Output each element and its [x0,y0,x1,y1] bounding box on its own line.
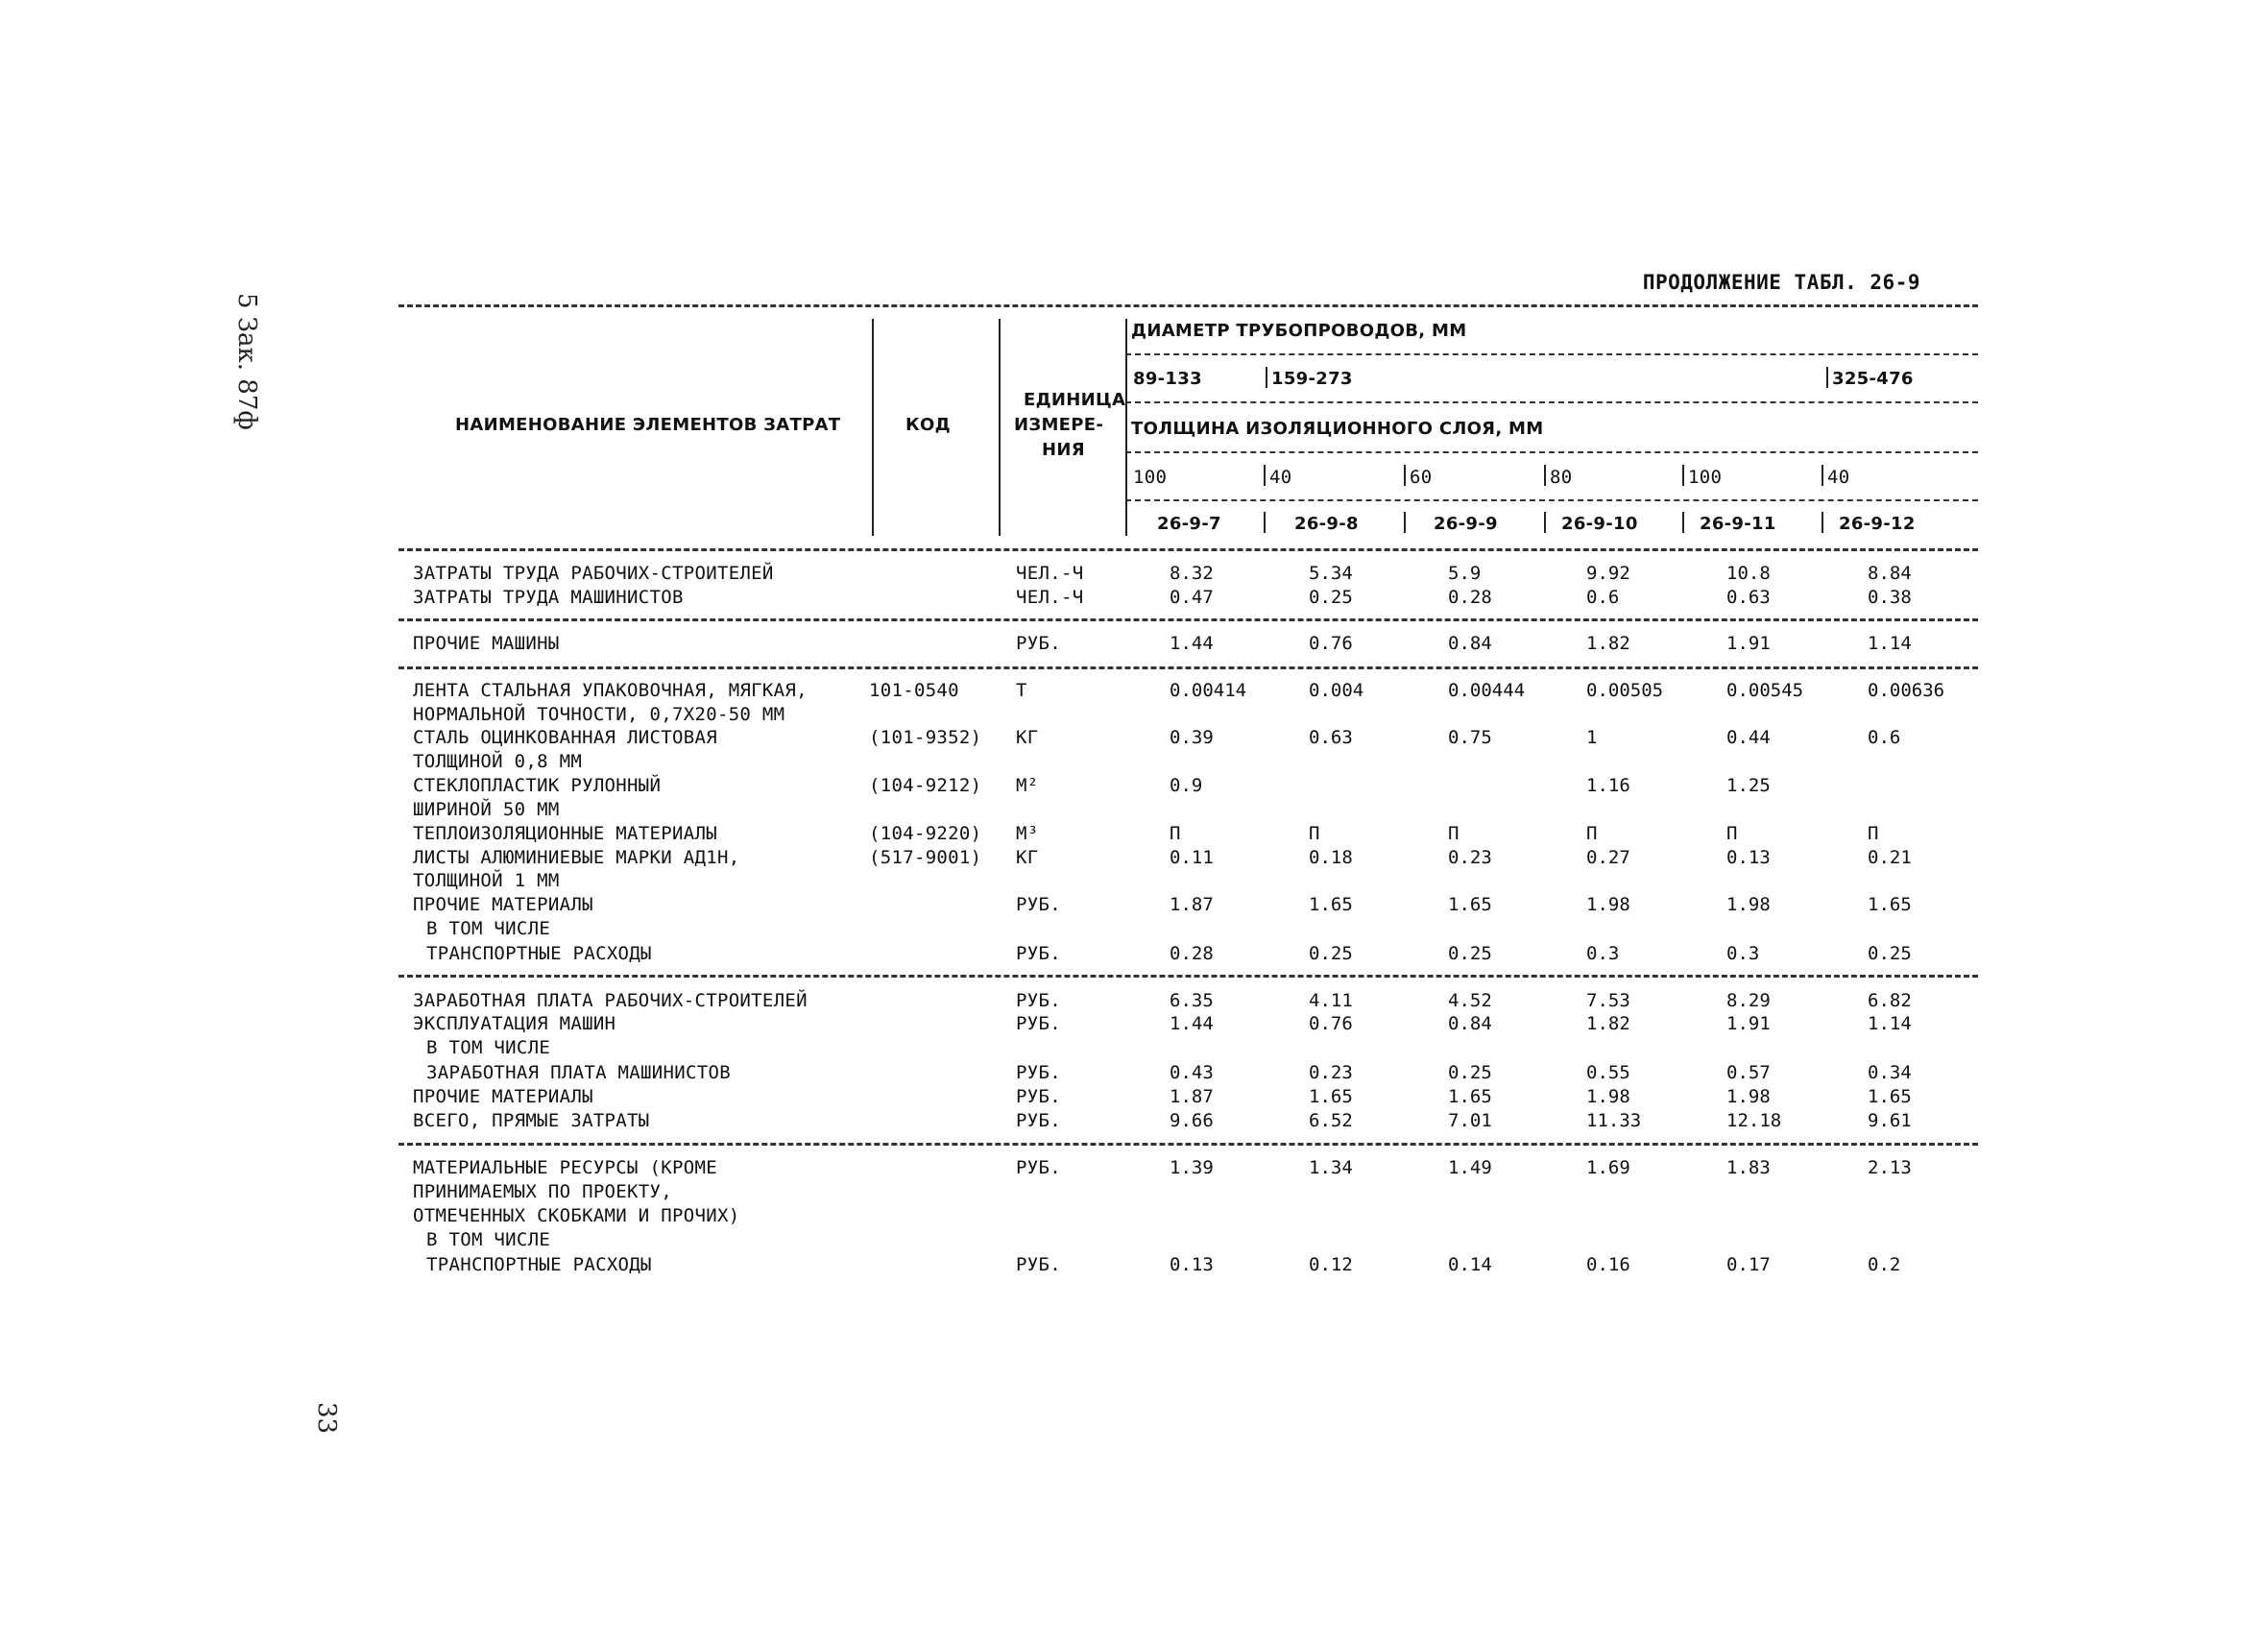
row-value: 1.69 [1586,1157,1630,1178]
code-6: 26-9-12 [1839,514,1916,534]
row-value: 0.55 [1586,1062,1630,1083]
row-name: НОРМАЛЬНОЙ ТОЧНОСТИ, 0,7Х20-50 ММ [413,704,785,725]
page-number: 33 [312,1402,341,1435]
row-name: ВСЕГО, ПРЯМЫЕ ЗАТРАТЫ [413,1110,650,1131]
thickness-4: 80 [1550,467,1573,488]
row-unit: ЧЕЛ.-Ч [1016,587,1084,608]
row-value: 1.82 [1586,1013,1630,1034]
vline-diam-1 [1266,367,1267,388]
row-value: 1.87 [1170,894,1214,915]
rule-thick-under [1125,499,1978,501]
vline-th-5 [1682,465,1684,486]
row-value: 6.82 [1868,990,1912,1011]
row-value: П [1448,823,1460,844]
row-value: 1.14 [1868,1013,1912,1034]
header-name: НАИМЕНОВАНИЕ ЭЛЕМЕНТОВ ЗАТРАТ [455,415,841,435]
vline-th-6 [1822,465,1823,486]
rule-top [398,304,1978,307]
row-value: 8.32 [1170,563,1214,584]
row-value: 0.57 [1726,1062,1771,1083]
vline-th-2 [1264,465,1266,486]
vline-code-unit [999,319,1001,536]
row-value: 1.98 [1726,1086,1771,1107]
row-value: 10.8 [1726,563,1771,584]
row-value: 0.76 [1309,633,1353,654]
row-unit: РУБ. [1016,1086,1061,1107]
row-value: 0.76 [1309,1013,1353,1034]
row-name: ЗАТРАТЫ ТРУДА РАБОЧИХ-СТРОИТЕЛЕЙ [413,563,774,584]
row-value: 1.87 [1170,1086,1214,1107]
row-name: ЗАРАБОТНАЯ ПЛАТА РАБОЧИХ-СТРОИТЕЛЕЙ [413,990,808,1011]
vline-diam-2 [1826,367,1828,388]
rule-after-labor [398,618,1978,621]
row-value: П [1309,823,1320,844]
row-name: ТОЛЩИНОЙ 0,8 ММ [413,751,583,772]
row-name: ЛИСТЫ АЛЮМИНИЕВЫЕ МАРКИ АД1Н, [413,847,740,868]
thickness-2: 40 [1269,467,1292,488]
row-value: 9.92 [1586,563,1630,584]
row-value: 1.98 [1586,1086,1630,1107]
thickness-6: 40 [1827,467,1850,488]
row-value: 0.17 [1726,1254,1771,1275]
row-name: ТРАНСПОРТНЫЕ РАСХОДЫ [426,943,652,964]
row-name: ЗАТРАТЫ ТРУДА МАШИНИСТОВ [413,587,684,608]
row-value: 0.63 [1309,727,1353,748]
row-value: 0.23 [1309,1062,1353,1083]
row-value: 0.84 [1448,1013,1492,1034]
header-unit-3: НИЯ [1042,440,1085,460]
row-value: 0.47 [1170,587,1214,608]
row-value: 0.00444 [1448,680,1526,701]
code-3: 26-9-9 [1434,514,1498,534]
row-value: 0.43 [1170,1062,1214,1083]
row-value: 2.13 [1868,1157,1912,1178]
row-value: 0.6 [1586,587,1620,608]
rule-header-bottom [398,548,1978,551]
row-code: (104-9212) [869,775,982,796]
row-name: В ТОМ ЧИСЛЕ [426,1229,551,1250]
row-value: 0.00505 [1586,680,1664,701]
row-value: 1.34 [1309,1157,1353,1178]
header-code: КОД [905,415,951,435]
row-value: 0.21 [1868,847,1912,868]
row-value: 0.63 [1726,587,1771,608]
row-value: 1.39 [1170,1157,1214,1178]
row-name: ШИРИНОЙ 50 ММ [413,799,560,820]
row-value: 0.3 [1726,943,1760,964]
row-unit: КГ [1016,727,1039,748]
row-value: 5.34 [1309,563,1353,584]
row-value: 1 [1586,727,1598,748]
row-name: ТЕПЛОИЗОЛЯЦИОННЫЕ МАТЕРИАЛЫ [413,823,717,844]
row-value: 0.25 [1309,587,1353,608]
row-value: 0.28 [1170,943,1214,964]
row-name: ЛЕНТА СТАЛЬНАЯ УПАКОВОЧНАЯ, МЯГКАЯ, [413,680,808,701]
row-value: 1.91 [1726,633,1771,654]
row-value: 1.65 [1868,894,1912,915]
rule-diam-under [1125,353,1978,355]
vline-code-6 [1822,512,1823,533]
rule-thick-label-under [1125,451,1978,453]
row-value: 1.65 [1448,894,1492,915]
row-value: 4.52 [1448,990,1492,1011]
row-value: 0.13 [1726,847,1771,868]
row-value: 1.44 [1170,1013,1214,1034]
row-value: 8.84 [1868,563,1912,584]
row-value: 4.11 [1309,990,1353,1011]
row-value: 11.33 [1586,1110,1642,1131]
row-name: ТОЛЩИНОЙ 1 ММ [413,870,560,891]
row-name: В ТОМ ЧИСЛЕ [426,918,551,939]
rule-after-totals [398,1143,1978,1146]
row-value: 0.18 [1309,847,1353,868]
row-name: СТЕКЛОПЛАСТИК РУЛОННЫЙ [413,775,662,796]
row-value: 0.2 [1868,1254,1901,1275]
row-unit: РУБ. [1016,1157,1061,1178]
row-value: П [1868,823,1879,844]
row-unit: Т [1016,680,1027,701]
row-unit: КГ [1016,847,1039,868]
thickness-1: 100 [1133,467,1168,488]
row-name: ПРОЧИЕ МАТЕРИАЛЫ [413,894,593,915]
row-value: 1.65 [1309,1086,1353,1107]
row-name: ПРОЧИЕ МАТЕРИАЛЫ [413,1086,593,1107]
row-value: 0.75 [1448,727,1492,748]
header-thickness: ТОЛЩИНА ИЗОЛЯЦИОННОГО СЛОЯ, ММ [1131,419,1544,439]
row-code: (104-9220) [869,823,982,844]
row-value: 5.9 [1448,563,1482,584]
row-value: 0.11 [1170,847,1214,868]
row-name: В ТОМ ЧИСЛЕ [426,1037,551,1058]
row-value: 0.00545 [1726,680,1804,701]
row-value: 0.25 [1868,943,1912,964]
row-value: 1.44 [1170,633,1214,654]
row-value: 0.34 [1868,1062,1912,1083]
row-value: 9.61 [1868,1110,1912,1131]
row-unit: РУБ. [1016,943,1061,964]
row-value: 1.65 [1868,1086,1912,1107]
header-unit-1: ЕДИНИЦА [1024,390,1126,410]
row-unit: РУБ. [1016,1062,1061,1083]
row-value: 0.12 [1309,1254,1353,1275]
row-name: ОТМЕЧЕННЫХ СКОБКАМИ И ПРОЧИХ) [413,1205,740,1226]
row-value: 1.65 [1448,1086,1492,1107]
row-value: 1.82 [1586,633,1630,654]
vline-th-4 [1544,465,1546,486]
row-value: 1.65 [1309,894,1353,915]
row-value: 0.84 [1448,633,1492,654]
row-name: ЗАРАБОТНАЯ ПЛАТА МАШИНИСТОВ [426,1062,731,1083]
row-code: 101-0540 [869,680,959,701]
header-diameter-2: 159-273 [1271,369,1353,389]
rule-after-materials [398,975,1978,978]
row-value: 0.13 [1170,1254,1214,1275]
table-continuation-title: ПРОДОЛЖЕНИЕ ТАБЛ. 26-9 [1642,271,1920,294]
row-value: 0.00636 [1868,680,1945,701]
vline-code-5 [1682,512,1684,533]
header-diameter-1: 89-133 [1133,369,1202,389]
row-unit: М³ [1016,823,1039,844]
code-5: 26-9-11 [1700,514,1776,534]
row-value: 0.6 [1868,727,1901,748]
row-value: 1.25 [1726,775,1771,796]
vline-th-3 [1404,465,1406,486]
row-name: ПРИНИМАЕМЫХ ПО ПРОЕКТУ, [413,1181,672,1202]
row-value: 8.29 [1726,990,1771,1011]
code-1: 26-9-7 [1157,514,1221,534]
row-value: 0.44 [1726,727,1771,748]
row-unit: РУБ. [1016,990,1061,1011]
row-value: 7.01 [1448,1110,1492,1131]
code-4: 26-9-10 [1561,514,1638,534]
row-value: 0.39 [1170,727,1214,748]
row-value: 6.52 [1309,1110,1353,1131]
row-name: ЭКСПЛУАТАЦИЯ МАШИН [413,1013,616,1034]
row-unit: РУБ. [1016,633,1061,654]
rule-diam-values-under [1125,401,1978,403]
row-value: 0.9 [1170,775,1203,796]
row-value: 0.3 [1586,943,1620,964]
row-value: 1.83 [1726,1157,1771,1178]
row-value: 7.53 [1586,990,1630,1011]
row-value: 0.14 [1448,1254,1492,1275]
row-value: 1.98 [1726,894,1771,915]
row-value: 1.14 [1868,633,1912,654]
row-unit: РУБ. [1016,1254,1061,1275]
vline-unit-values [1125,319,1127,536]
row-value: 9.66 [1170,1110,1214,1131]
row-name: МАТЕРИАЛЬНЫЕ РЕСУРСЫ (КРОМЕ [413,1157,717,1178]
row-code: (101-9352) [869,727,982,748]
vline-name-code [872,319,874,536]
thickness-3: 60 [1410,467,1433,488]
row-value: 0.16 [1586,1254,1630,1275]
row-value: 0.23 [1448,847,1492,868]
row-unit: ЧЕЛ.-Ч [1016,563,1084,584]
header-diameter: ДИАМЕТР ТРУБОПРОВОДОВ, ММ [1131,321,1467,341]
row-value: П [1726,823,1738,844]
row-value: 0.00414 [1170,680,1247,701]
row-value: 0.004 [1309,680,1364,701]
row-name: ПРОЧИЕ МАШИНЫ [413,633,560,654]
rule-after-machines [398,666,1978,669]
row-value: 1.16 [1586,775,1630,796]
row-value: 1.49 [1448,1157,1492,1178]
header-diameter-3: 325-476 [1832,369,1914,389]
row-name: ТРАНСПОРТНЫЕ РАСХОДЫ [426,1254,652,1275]
vline-code-4 [1544,512,1546,533]
row-value: 0.28 [1448,587,1492,608]
side-note: 5 Зак. 87ф [232,293,261,430]
row-unit: РУБ. [1016,1013,1061,1034]
row-unit: РУБ. [1016,894,1061,915]
row-name: СТАЛЬ ОЦИНКОВАННАЯ ЛИСТОВАЯ [413,727,717,748]
row-value: 0.27 [1586,847,1630,868]
row-value: 6.35 [1170,990,1214,1011]
row-unit: РУБ. [1016,1110,1061,1131]
row-value: П [1170,823,1181,844]
row-value: 0.25 [1309,943,1353,964]
vline-code-3 [1404,512,1406,533]
vline-code-2 [1264,512,1266,533]
row-value: П [1586,823,1598,844]
row-value: 0.38 [1868,587,1912,608]
row-value: 1.91 [1726,1013,1771,1034]
thickness-5: 100 [1688,467,1723,488]
row-value: 12.18 [1726,1110,1782,1131]
code-2: 26-9-8 [1294,514,1359,534]
row-value: 0.25 [1448,943,1492,964]
header-unit-2: ИЗМЕРЕ- [1014,415,1104,435]
row-value: 1.98 [1586,894,1630,915]
row-code: (517-9001) [869,847,982,868]
row-unit: М² [1016,775,1039,796]
row-value: 0.25 [1448,1062,1492,1083]
